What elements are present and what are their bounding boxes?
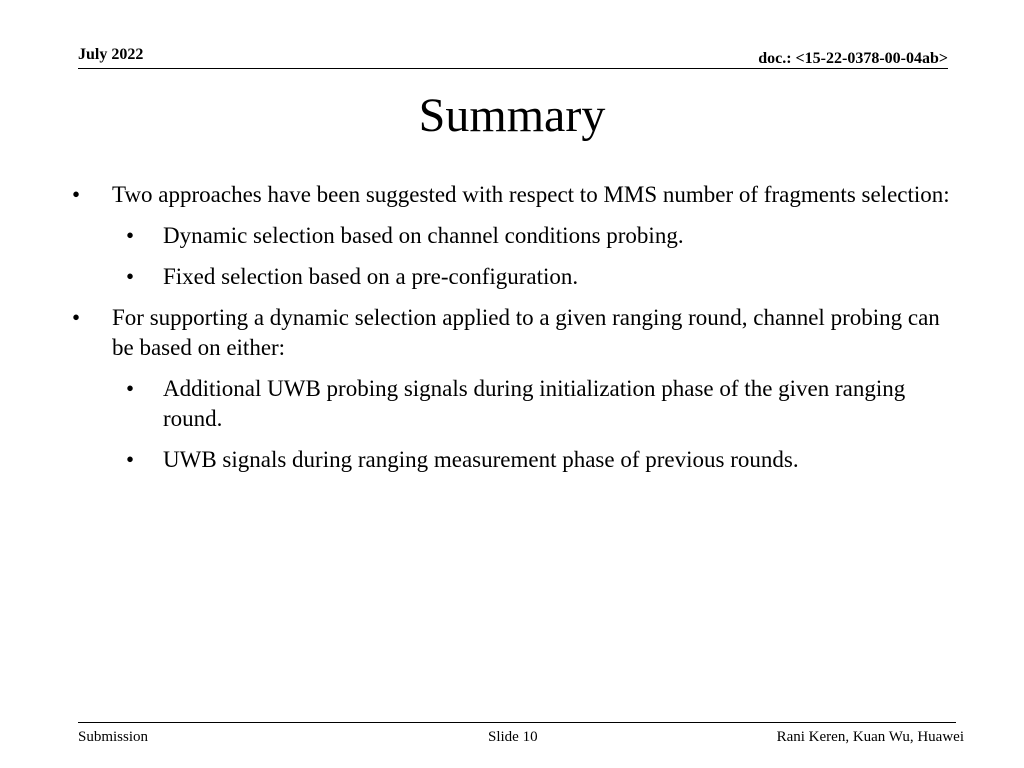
bullet-icon: • [72,182,81,207]
sub-bullet-text: Additional UWB probing signals during initialization phase of the given ranging round. [163,376,906,431]
footer-slide-number: Slide 10 [488,729,538,745]
bullet-text: For supporting a dynamic selection applied to a given ranging round, channel probing can be based on either: [112,305,940,360]
bullet-icon: • [126,447,135,472]
sub-bullet-text: Dynamic selection based on channel conditions probing. [163,223,684,248]
bullet-icon: • [126,223,135,248]
slide-body [72,180,952,486]
bullet-text: Two approaches have been suggested with respect to MMS number of fragments selection: [112,182,950,207]
bullet-icon: • [126,376,135,401]
sub-bullet-item [72,374,952,434]
header-doc-id: doc.: <15-22-0378-00-04ab> [758,50,948,67]
bullet-item [72,180,952,210]
bullet-icon: • [126,264,135,289]
footer-submission: Submission [78,729,149,745]
slide-title: Summary [418,89,606,142]
header-date: July 2022 [78,46,144,63]
footer-authors: Rani Keren, Kuan Wu, Huawei [776,729,964,745]
sub-bullet-text: UWB signals during ranging measurement phase of previous rounds. [163,447,799,472]
sub-bullet-text: Fixed selection based on a pre-configuration. [163,264,579,289]
bullet-item [72,303,952,363]
header-divider [78,68,948,69]
sub-bullet-item [72,445,952,475]
sub-bullet-item [72,221,952,251]
footer-divider [78,722,956,723]
bullet-icon: • [72,305,81,330]
sub-bullet-item [72,262,952,292]
